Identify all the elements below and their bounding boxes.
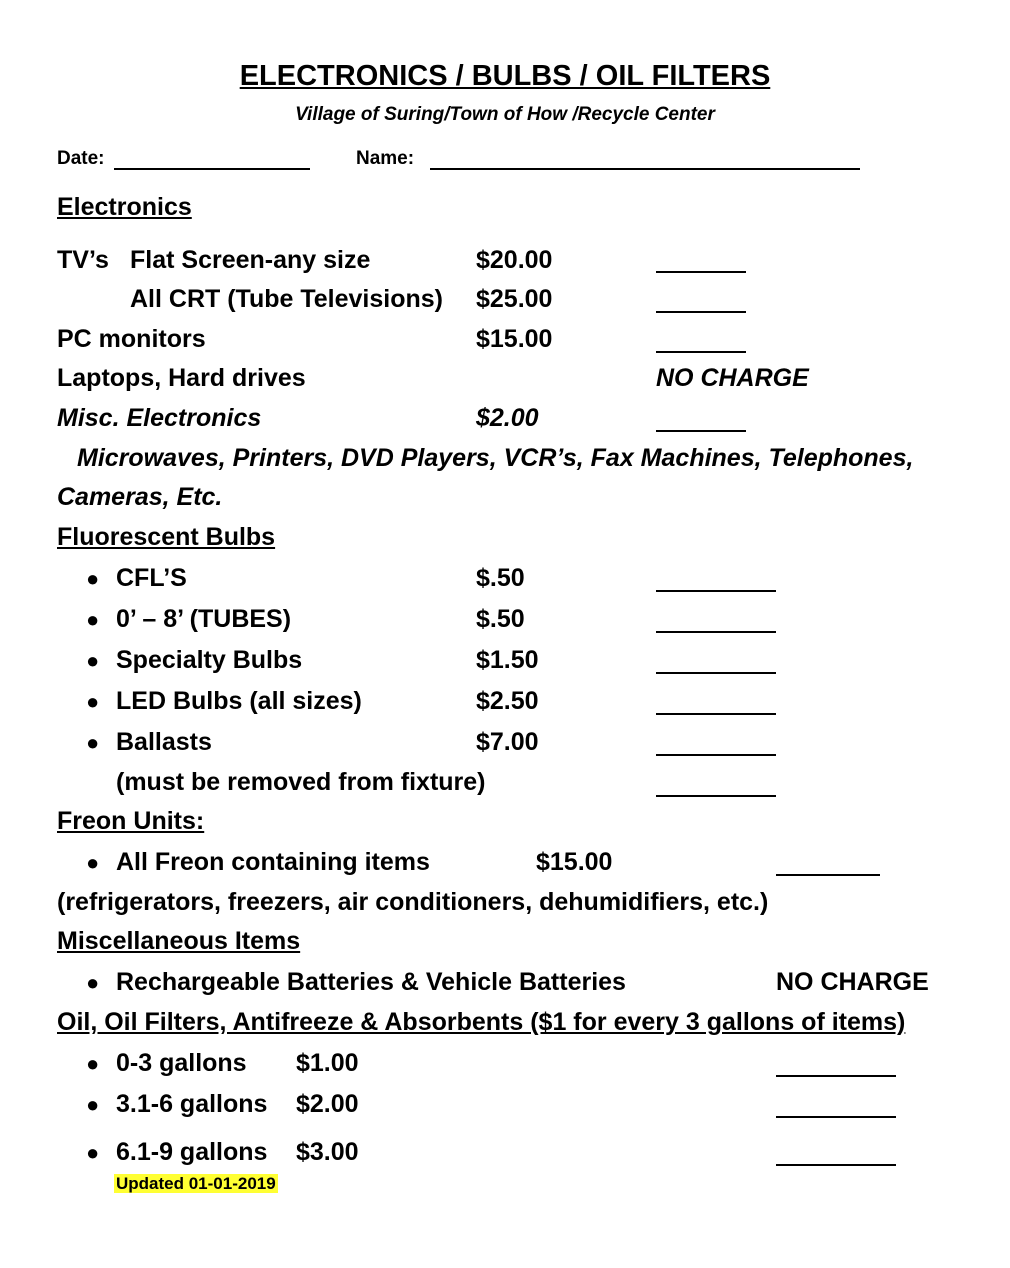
ballast-note-blank[interactable] <box>656 795 776 797</box>
bulb-item-blank[interactable] <box>656 631 776 633</box>
bulb-item-label: Ballasts <box>116 728 212 756</box>
oil-item-blank[interactable] <box>776 1164 896 1166</box>
bulb-item-label: Specialty Bulbs <box>116 646 303 674</box>
misc-electronics-blank[interactable] <box>656 430 746 432</box>
freon-item-blank[interactable] <box>776 874 880 876</box>
misc-item-price: NO CHARGE <box>776 968 929 996</box>
date-field[interactable] <box>114 168 310 170</box>
misc-examples-line1: Microwaves, Printers, DVD Players, VCR’s, Fax Machines, Telephones, <box>77 444 914 472</box>
tv-crt-blank[interactable] <box>656 311 746 313</box>
oil-heading: Oil, Oil Filters, Antifreeze & Absorbents ($1 for every 3 gallons of items) <box>57 1008 906 1036</box>
bulb-item-price: $2.50 <box>476 687 539 715</box>
misc-examples-line2: Cameras, Etc. <box>57 483 223 511</box>
ballast-note: (must be removed from fixture) <box>116 768 486 796</box>
oil-item-price: $3.00 <box>296 1138 359 1166</box>
tv-flat-blank[interactable] <box>656 271 746 273</box>
pc-monitors-price: $15.00 <box>476 325 553 353</box>
oil-item-price: $2.00 <box>296 1090 359 1118</box>
tv-flat-price: $20.00 <box>476 246 553 274</box>
oil-item-price: $1.00 <box>296 1049 359 1077</box>
bullet-icon: ● <box>86 607 100 632</box>
misc-electronics-label: Misc. Electronics <box>57 404 262 432</box>
misc-item-label: Rechargeable Batteries & Vehicle Batteries <box>116 968 626 996</box>
bullet-icon: ● <box>86 1092 100 1117</box>
freon-item-price: $15.00 <box>536 848 613 876</box>
pc-monitors-blank[interactable] <box>656 351 746 353</box>
bullet-icon: ● <box>86 566 100 591</box>
oil-item-label: 6.1-9 gallons <box>116 1138 268 1166</box>
bulb-item-price: $.50 <box>476 564 525 592</box>
bulb-item-label: CFL’S <box>116 564 187 592</box>
electronics-heading: Electronics <box>57 193 192 221</box>
bullet-icon: ● <box>86 1140 100 1165</box>
tv-flat-label: Flat Screen-any size <box>130 246 371 274</box>
bulb-item-price: $7.00 <box>476 728 539 756</box>
oil-item-label: 0-3 gallons <box>116 1049 247 1077</box>
bulb-item-blank[interactable] <box>656 754 776 756</box>
bullet-icon: ● <box>86 730 100 755</box>
name-label: Name: <box>356 148 415 169</box>
bulb-item-price: $1.50 <box>476 646 539 674</box>
bullet-icon: ● <box>86 648 100 673</box>
bulb-item-label: 0’ – 8’ (TUBES) <box>116 605 292 633</box>
date-label: Date: <box>57 148 105 169</box>
page-subtitle: Village of Suring/Town of How /Recycle Center <box>295 104 715 125</box>
bulbs-heading: Fluorescent Bulbs <box>57 523 276 551</box>
tv-crt-label: All CRT (Tube Televisions) <box>130 285 443 313</box>
oil-item-blank[interactable] <box>776 1116 896 1118</box>
laptops-price: NO CHARGE <box>656 364 809 392</box>
updated-date: Updated 01-01-2019 <box>116 1174 276 1193</box>
bullet-icon: ● <box>86 689 100 714</box>
misc-items-heading: Miscellaneous Items <box>57 927 301 955</box>
name-field[interactable] <box>430 168 860 170</box>
bullet-icon: ● <box>86 850 100 875</box>
pc-monitors-label: PC monitors <box>57 325 206 353</box>
oil-item-blank[interactable] <box>776 1075 896 1077</box>
bullet-icon: ● <box>86 970 100 995</box>
bulb-item-blank[interactable] <box>656 672 776 674</box>
bulb-item-label: LED Bulbs (all sizes) <box>116 687 362 715</box>
bullet-icon: ● <box>86 1051 100 1076</box>
freon-heading: Freon Units: <box>57 807 205 835</box>
freon-note: (refrigerators, freezers, air conditioners, dehumidifiers, etc.) <box>57 888 769 916</box>
freon-item-label: All Freon containing items <box>116 848 430 876</box>
laptops-label: Laptops, Hard drives <box>57 364 306 392</box>
bulb-item-price: $.50 <box>476 605 525 633</box>
page-title: ELECTRONICS / BULBS / OIL FILTERS <box>239 60 771 92</box>
misc-electronics-price: $2.00 <box>476 404 539 432</box>
bulb-item-blank[interactable] <box>656 590 776 592</box>
oil-item-label: 3.1-6 gallons <box>116 1090 268 1118</box>
bulb-item-blank[interactable] <box>656 713 776 715</box>
tv-crt-price: $25.00 <box>476 285 553 313</box>
tv-label: TV’s <box>57 246 109 274</box>
